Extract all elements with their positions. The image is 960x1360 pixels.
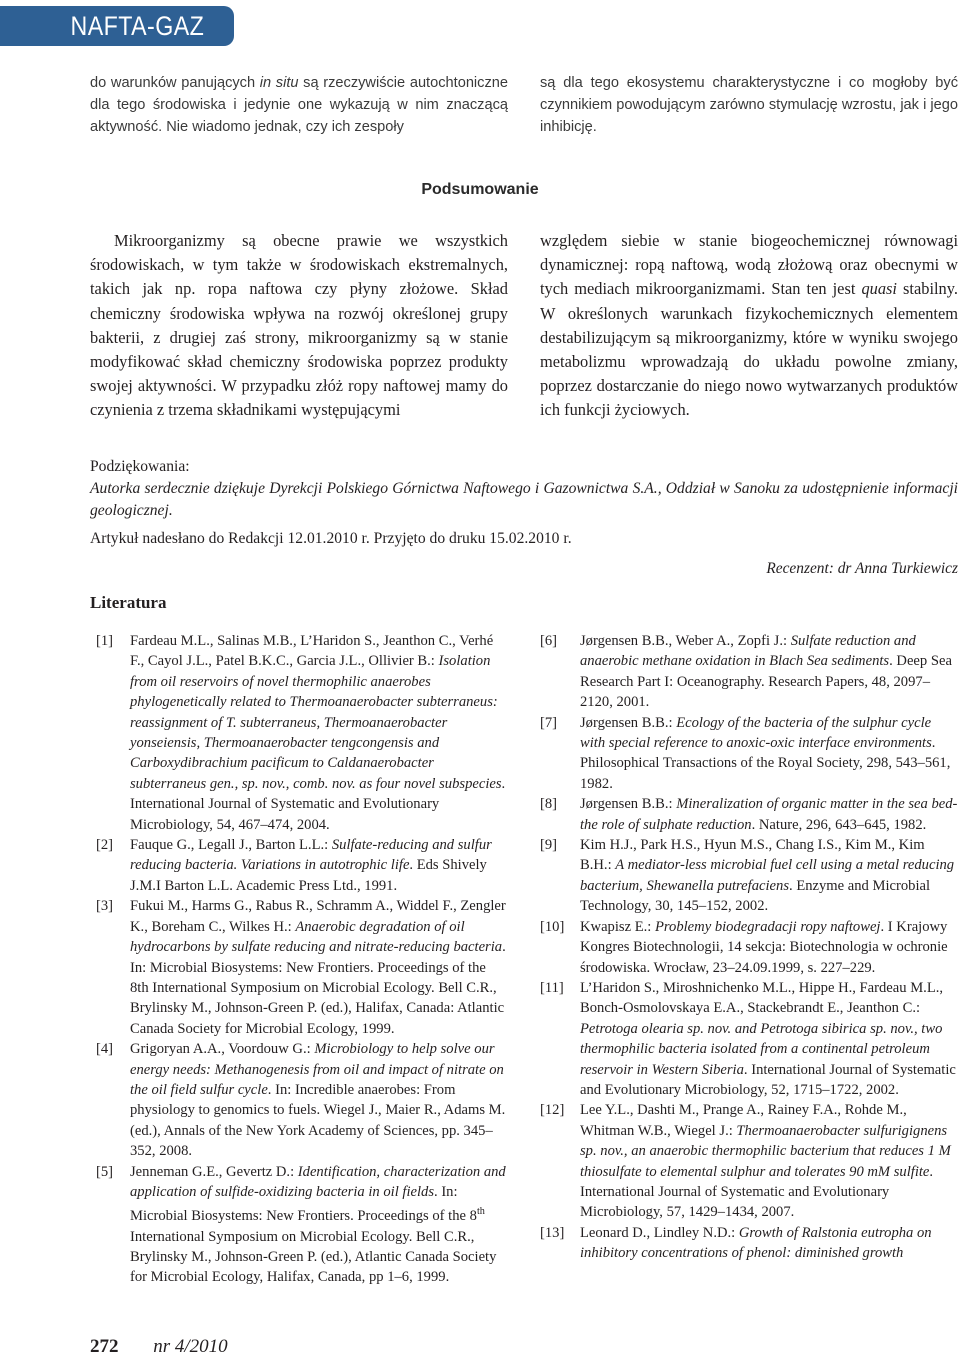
reference-number: [5]: [96, 1163, 114, 1180]
reference-number: [8]: [540, 796, 558, 813]
reference-text: Fauque G., Legall J., Barton L.L.: Sulfate-reducing and sulfur reducing bacteria. Variations in autotrophic life. Eds Shively J.M.I Barton L.L. Academic Press Ltd., 1991.: [130, 837, 492, 894]
reference-number: [13]: [540, 1224, 565, 1241]
section-heading-summary: Podsumowanie: [421, 181, 539, 198]
reference-text: Jenneman G.E., Gevertz D.: Identification, characterization and application of sulfide-oxidizing bacteria in oil fields. In: Microbial Biosystems: New Frontiers. Proceedings of the 8th International Symposium on Microbial Ecology. Bell C.R., Brylinsky M., Johnson-Green P. (ed.), Atlantic Canada Society for Microbial Ecology, Halifax, Canada, pp 1–6, 1999.: [130, 1163, 506, 1286]
reference-number: [11]: [540, 979, 564, 996]
reference-number: [12]: [540, 1102, 565, 1119]
references-right-column: [540, 631, 958, 1264]
reference-item: [540, 978, 958, 1100]
reference-text: Kwapisz E.: Problemy biodegradacji ropy naftowej. I Krajowy Kongres Biotechnologii, 14 sekcja: Biotechnologia w ochronie środowiska. Wrocław, 23–24.09.1999, s. 227–229.: [580, 918, 948, 976]
intro-right-text: są dla tego ekosystemu charakterystyczne i co mogłoby być czynnikiem powodującym zarówno stymulację wzrostu, jak i jego inhibicję.: [540, 75, 958, 135]
reference-item: [540, 835, 958, 917]
reference-text: Fardeau M.L., Salinas M.B., L’Haridon S., Jeanthon C., Verhé F., Cayol J.L., Patel B.K.C., Garcia J.L., Ollivier B.: Isolation from oil reservoirs of novel thermophilic anaerobes phylogenetically related to Thermoanaerobacter subterraneus: reassignment of T. subterraneus, Thermoanaerobacter yonseiensis, Thermoanaerobacter tengcongensis and Carboxydibrachium pacificum to Caldanaerobacter subterraneus gen., sp. nov., comb. nov. as four novel subspecies. International Journal of Systematic and Evolutionary Microbiology, 54, 467–474, 2004.: [130, 633, 506, 833]
reference-text: L’Haridon S., Miroshnichenko M.L., Hippe H., Fardeau M.L., Bonch-Osmolovskaya E.A., Stackebrandt E., Jeanthon C.: Petrotoga olearia sp. nov. and Petrotoga sibirica sp. nov., two thermophilic bacteria isolated from a continental petroleum reservoir in Western Siberia. International Journal of Systematic and Evolutionary Microbiology, 52, 1715–1722, 2002.: [580, 979, 956, 1098]
intro-left-text: do warunków panujących in situ są rzeczywiście autochtoniczne dla tego środowiska i jedynie one wykazują w nim znaczącą aktywność. Nie wiadomo jednak, czy ich zespoły: [90, 75, 508, 135]
reference-item: [90, 835, 508, 896]
literature-heading: Literatura: [90, 593, 167, 612]
reference-item: [90, 631, 508, 835]
references-left-column: [90, 631, 508, 1288]
page-number: 272: [90, 1336, 119, 1357]
acknowledgements: [90, 456, 958, 550]
reference-text: Grigoryan A.A., Voordouw G.: Microbiology to help solve our energy needs: Methanogenesis from oil and impact of nitrate on the oil field sulfur cycle. In: Incredible anaerobes: From physiology to genomics to fuels. Wiegel J., Maier R., Adams M. (ed.), Annals of the New York Academy of Sciences, pp. 345–352, 2008.: [130, 1041, 506, 1160]
reference-number: [10]: [540, 918, 565, 935]
summary-left-column: [90, 229, 508, 423]
reference-item: [540, 1100, 958, 1222]
summary-right-text: względem siebie w stanie biogeochemicznej równowagi dynamicznej: ropą naftową, wodą złożową oraz obecnymi w tych mediach mikroorganizmami. Stan ten jest quasi stabilny. W określonych warunkach fizykochemicznych elementem destabilizującym są mikroorganizmy, które w wyniku swojego metabolizmu wprowadzają do układu powolne zmiany, poprzez dostarczanie do niego nowo wytwarzanych produktów ich funkcji życiowych.: [540, 231, 958, 420]
intro-right-column: [540, 72, 958, 138]
reference-item: [540, 794, 958, 835]
page-footer: [90, 1336, 228, 1358]
reference-text: Jørgensen B.B.: Mineralization of organic matter in the sea bed-the role of sulphate reduction. Nature, 296, 643–645, 1982.: [580, 796, 958, 833]
reference-item: [540, 631, 958, 713]
summary-right-column: [540, 229, 958, 423]
reference-item: [90, 896, 508, 1039]
submission-dates: Artykuł nadesłano do Redakcji 12.01.2010 r. Przyjęto do druku 15.02.2010 r.: [90, 530, 572, 547]
summary-left-text: Mikroorganizmy są obecne prawie we wszystkich środowiskach, w tym także w środowiskach ekstremalnych, takich jak np. ropa naftowa czy płyny złożowe. Skład chemiczny środowiska wpływa na rozwój określonej grupy bakterii, z drugiej zaś strony, mikroorganizmy są w stanie modyfikować skład chemiczny środowiska poprzez produkty swojej aktywności. W przypadku złóż ropy naftowej mamy do czynienia z trzema składnikami występującymi: [90, 231, 508, 420]
reference-item: [540, 917, 958, 978]
journal-header-tab: [0, 6, 234, 46]
reference-number: [4]: [96, 1041, 114, 1058]
reviewer: Recenzent: dr Anna Turkiewicz: [766, 560, 958, 577]
reference-item: [90, 1039, 508, 1161]
reference-number: [1]: [96, 633, 114, 649]
reference-text: Jørgensen B.B., Weber A., Zopfi J.: Sulfate reduction and anaerobic methane oxidation in Blach Sea sediments. Deep Sea Research Part I: Oceanography. Research Papers, 48, 2097–2120, 2001.: [580, 633, 952, 711]
reference-number: [7]: [540, 714, 558, 731]
reference-text: Jørgensen B.B.: Ecology of the bacteria of the sulphur cycle with special reference to anoxic-oxic interface environments. Philosophical Transactions of the Royal Society, 298, 543–561, 1982.: [580, 714, 951, 792]
reference-number: [9]: [540, 837, 558, 854]
reference-item: [90, 1162, 508, 1288]
reference-text: Leonard D., Lindley N.D.: Growth of Ralstonia eutropha on inhibitory concentrations of phenol: diminished growth: [580, 1224, 932, 1262]
reference-item: [540, 1223, 958, 1264]
reference-number: [3]: [96, 898, 114, 915]
acknowledgements-label: Podziękowania:: [90, 458, 190, 475]
reference-text: Lee Y.L., Dashti M., Prange A., Rainey F.A., Rohde M., Whitman W.B., Wiegel J.: Thermoanaerobacter sulfurigignens sp. nov., an anaerobic thermophilic bacterium that reduces 1 M thiosulfate to elemental sulphur and tolerates 90 mM sulfite. International Journal of Systematic and Evolutionary Microbiology, 57, 1429–1434, 2007.: [580, 1102, 951, 1221]
reference-text: Kim H.J., Park H.S., Hyun M.S., Chang I.S., Kim M., Kim B.H.: A mediator-less microbial fuel cell using a metal reducing bacterium, Shewanella putrefaciens. Enzyme and Microbial Technology, 30, 145–152, 2002.: [580, 837, 955, 915]
journal-title: NAFTA-GAZ: [70, 10, 205, 41]
reference-text: Fukui M., Harms G., Rabus R., Schramm A., Widdel F., Zengler K., Boreham C., Wilkes H.: Anaerobic degradation of oil hydrocarbons by sulfate reducing and nitrate-reducing bacteria. In: Microbial Biosystems: New Frontiers. Proceedings of the 8th International Symposium on Microbial Ecology. Bell C.R., Brylinsky M., Johnson-Green P. (ed.), Halifax, Canada: Atlantic Canada Society for Microbial Ecology, 1999.: [130, 898, 506, 1037]
acknowledgements-text: Autorka serdecznie dziękuje Dyrekcji Polskiego Górnictwa Naftowego i Gazownictwa S.A., Oddział w Sanoku za udostępnienie informacji geologicznej.: [90, 480, 958, 519]
issue-number: nr 4/2010: [153, 1336, 228, 1357]
reference-item: [540, 713, 958, 795]
reference-number: [2]: [96, 837, 114, 854]
reference-number: [6]: [540, 633, 558, 649]
intro-left-column: [90, 72, 508, 138]
